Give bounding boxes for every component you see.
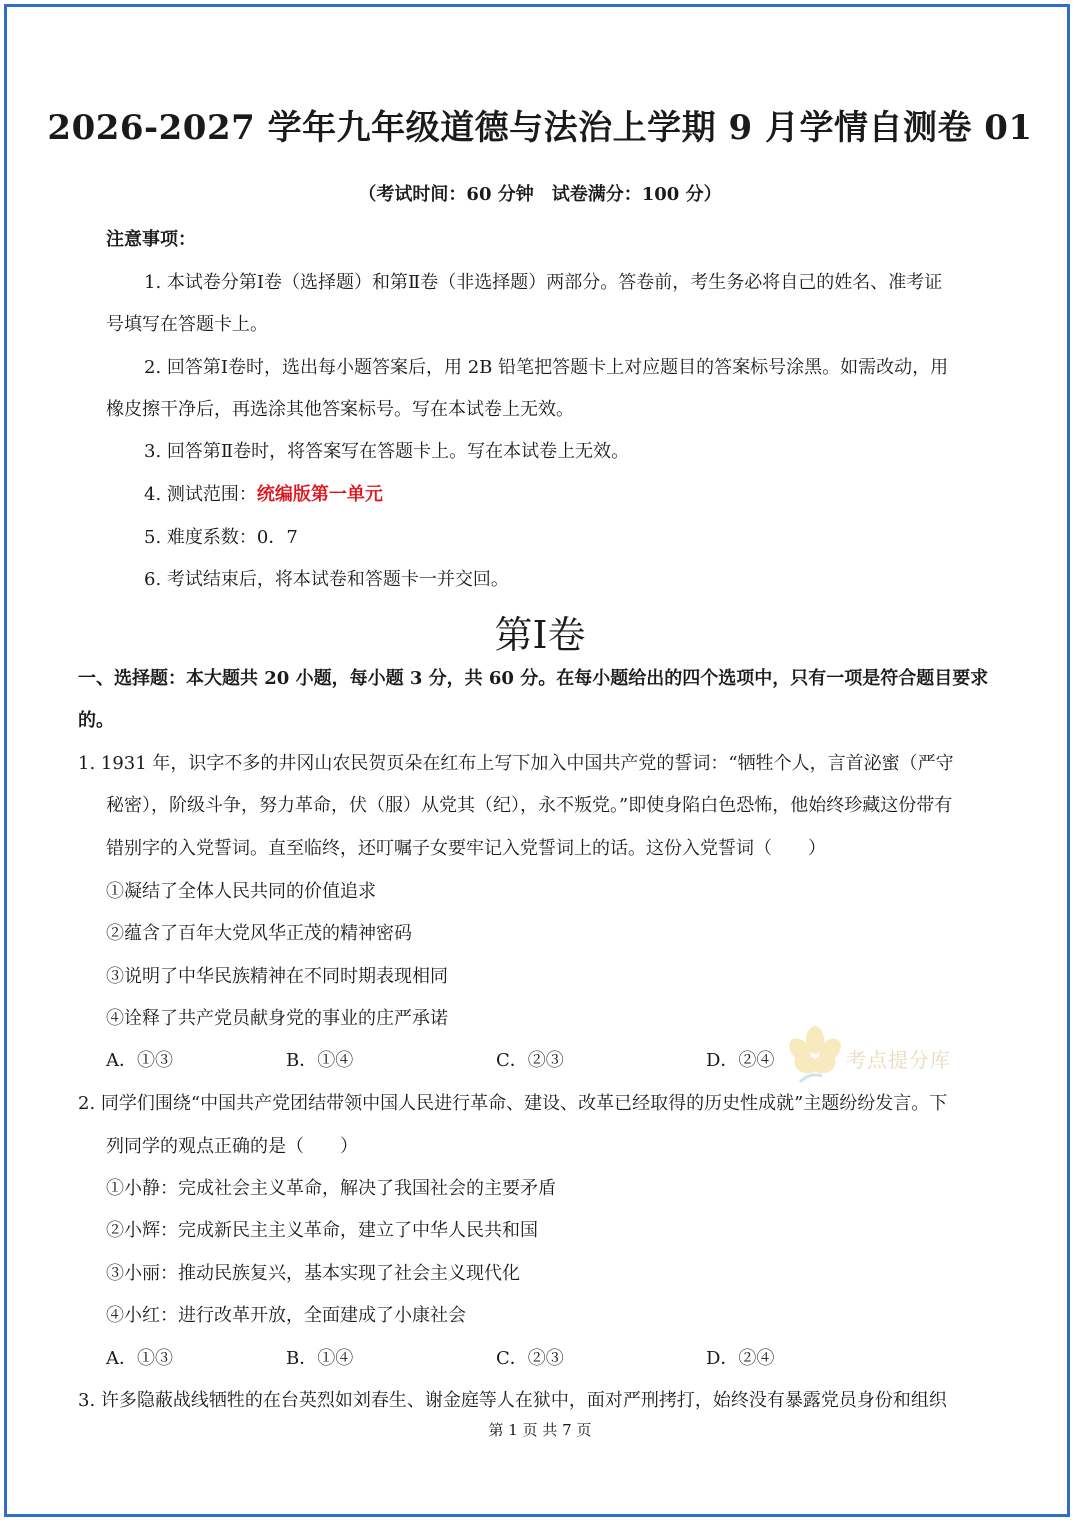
question-2-statement-2: ②小辉：完成新民主主义革命，建立了中华人民共和国 <box>106 1220 538 1241</box>
question-1-statement-2: ②蕴含了百年大党风华正茂的精神密码 <box>106 923 412 944</box>
notice-item-5: 5. 难度系数：0．7 <box>144 527 298 548</box>
exam-title: 2026-2027 学年九年级道德与法治上学期 9 月学情自测卷 01 <box>47 108 1033 148</box>
part-one-heading-cont: 的。 <box>78 710 114 731</box>
exam-subtitle: （考试时间：60 分钟 试卷满分：100 分） <box>358 184 722 205</box>
question-2-option-d[interactable]: D．②④ <box>706 1348 775 1369</box>
test-scope-highlight: 统编版第一单元 <box>256 484 383 505</box>
notice-item-1: 1. 本试卷分第Ⅰ卷（选择题）和第Ⅱ卷（非选择题）两部分。答卷前，考生务必将自己的姓名、准考证 <box>144 272 943 293</box>
question-2-statement-3: ③小丽：推动民族复兴，基本实现了社会主义现代化 <box>106 1263 520 1284</box>
question-1-option-b[interactable]: B．①④ <box>286 1050 354 1071</box>
question-3-line-1: 3. 许多隐蔽战线牺牲的在台英烈如刘春生、谢金庭等人在狱中，面对严刑拷打，始终没有暴露党员身份和组织 <box>78 1390 947 1411</box>
question-2-statement-4: ④小红：进行改革开放，全面建成了小康社会 <box>106 1305 466 1326</box>
question-2-option-b[interactable]: B．①④ <box>286 1348 354 1369</box>
question-1-option-c[interactable]: C．②③ <box>496 1050 564 1071</box>
question-1-statement-3: ③说明了中华民族精神在不同时期表现相同 <box>106 966 448 987</box>
question-1-option-d[interactable]: D．②④ <box>706 1050 775 1071</box>
question-2-line-1: 2. 同学们围绕“中国共产党团结带领中国人民进行革命、建设、改革已经取得的历史性成就”主题纷纷发言。下 <box>78 1093 948 1114</box>
question-1-statement-1: ①凝结了全体人民共同的价值追求 <box>106 881 376 902</box>
notice-item-6: 6. 考试结束后，将本试卷和答题卡一并交回。 <box>144 569 509 590</box>
question-2-line-2: 列同学的观点正确的是（ ） <box>106 1136 358 1157</box>
part-one-heading: 一、选择题：本大题共 20 小题，每小题 3 分，共 60 分。在每小题给出的四个选项中，只有一项是符合题目要求 <box>78 668 989 689</box>
question-1-statement-4: ④诠释了共产党员献身党的事业的庄严承诺 <box>106 1008 448 1029</box>
question-2-option-a[interactable]: A．①③ <box>106 1348 173 1369</box>
page-footer: 第 1 页 共 7 页 <box>488 1421 592 1439</box>
watermark-text: 考点提分库 <box>846 1048 951 1072</box>
flower-logo-icon <box>780 1024 850 1084</box>
notice-item-3: 3. 回答第Ⅱ卷时，将答案写在答题卡上。写在本试卷上无效。 <box>144 441 630 462</box>
question-1-option-a[interactable]: A．①③ <box>106 1050 173 1071</box>
question-1-line-2: 秘密），阶级斗争，努力革命，伏（服）从党其（纪），永不叛党。”即使身陷白色恐怖，他始终珍藏这份带有 <box>106 795 953 816</box>
section-title: 第Ⅰ卷 <box>494 613 586 657</box>
notice-item-4-prefix: 4. 测试范围： <box>144 484 257 505</box>
question-1-line-3: 错别字的入党誓词。直至临终，还叮嘱子女要牢记入党誓词上的话。这份入党誓词（ ） <box>106 838 826 859</box>
notice-item-4 <box>144 483 383 507</box>
question-2-option-c[interactable]: C．②③ <box>496 1348 564 1369</box>
watermark <box>780 1024 990 1084</box>
notice-item-1-cont: 号填写在答题卡上。 <box>106 314 268 335</box>
notice-item-2-cont: 橡皮擦干净后，再选涂其他答案标号。写在本试卷上无效。 <box>106 399 574 420</box>
notice-item-2: 2. 回答第Ⅰ卷时，选出每小题答案后，用 2B 铅笔把答题卡上对应题目的答案标号涂黑。如需改动，用 <box>144 357 949 378</box>
question-2-statement-1: ①小静：完成社会主义革命，解决了我国社会的主要矛盾 <box>106 1178 556 1199</box>
question-1-line-1: 1. 1931 年，识字不多的井冈山农民贺页朵在红布上写下加入中国共产党的誓词：“牺牲个人，言首泌蜜（严守 <box>78 753 954 774</box>
notice-heading: 注意事项： <box>106 229 196 250</box>
